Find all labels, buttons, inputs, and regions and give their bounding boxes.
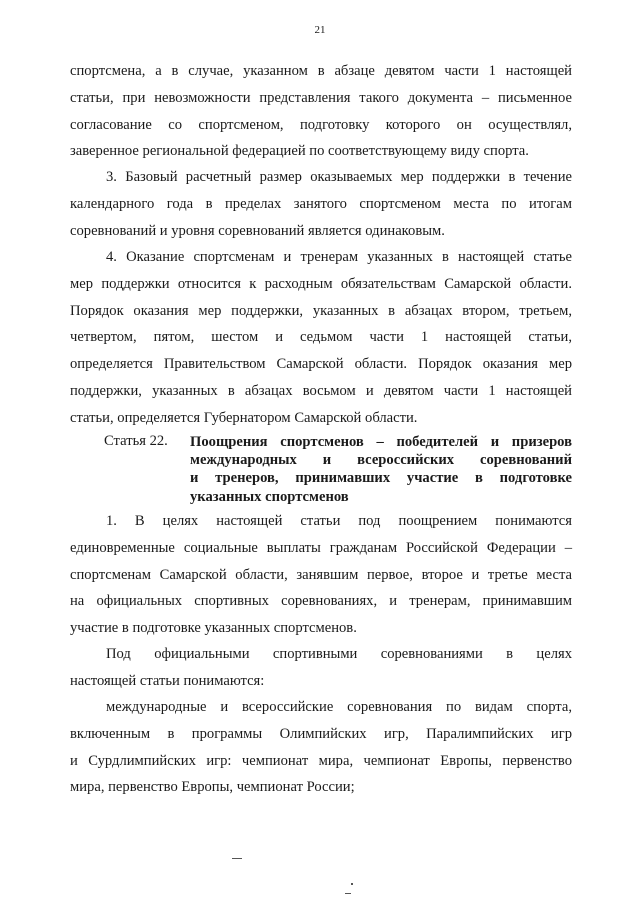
text-line: Под официальными спортивными соревнованиями в целях bbox=[106, 646, 572, 662]
text-line: включенным в программы Олимпийских игр, Паралимпийских игр bbox=[70, 725, 572, 742]
text-line: и Сурдлимпийских игр: чемпионат мира, чемпионат Европы, первенство bbox=[70, 752, 572, 769]
text-line: на официальных спортивных соревнованиях, и тренерам, принимавшим bbox=[70, 593, 572, 610]
scan-speck bbox=[351, 883, 353, 885]
text-line: международные и всероссийские соревнования по видам спорта, bbox=[106, 699, 572, 715]
text-line: мер поддержки относится к расходным обязательствам Самарской области. bbox=[70, 275, 572, 292]
text-line: поддержки, указанных в абзацах восьмом и девятом части 1 настоящей bbox=[70, 382, 572, 399]
title-line: Поощрения спортсменов – победителей и призеров bbox=[190, 434, 572, 450]
text-line: заверенное региональной федерацией по соответствующему виду спорта. bbox=[70, 143, 529, 160]
text-line: 1. В целях настоящей статьи под поощрением понимаются bbox=[106, 513, 572, 529]
text-line: Порядок оказания мер поддержки, указанных в абзацах втором, третьем, bbox=[70, 302, 572, 319]
text-line: участие в подготовке указанных спортсменов. bbox=[70, 620, 357, 637]
title-line: международных и всероссийских соревнований bbox=[190, 452, 572, 469]
paragraph-definition bbox=[70, 641, 572, 695]
title-line: указанных спортсменов bbox=[190, 488, 349, 505]
article-title bbox=[190, 433, 572, 506]
paragraph-competitions bbox=[70, 694, 572, 801]
title-line: и тренеров, принимавших участие в подготовке bbox=[190, 470, 572, 487]
paragraph-article-1 bbox=[70, 508, 572, 642]
paragraph-continuation bbox=[70, 58, 572, 165]
text-line: согласование со спортсменом, подготовку которого он осуществлял, bbox=[70, 116, 572, 133]
text-line: статьи, определяется Губернатором Самарской области. bbox=[70, 409, 418, 426]
article-label: Статья 22. bbox=[104, 433, 168, 449]
paragraph-item-4 bbox=[70, 244, 572, 432]
paragraph-item-3 bbox=[70, 164, 572, 244]
text-line: статьи, при невозможности представления такого документа – письменное bbox=[70, 89, 572, 106]
text-line: 3. Базовый расчетный размер оказываемых мер поддержки в течение bbox=[106, 169, 572, 185]
text-line: календарного года в пределах занятого спортсменом места по итогам bbox=[70, 195, 572, 212]
text-line: единовременные социальные выплаты гражданам Российской Федерации – bbox=[70, 539, 572, 556]
text-line: соревнований и уровня соревнований является одинаковым. bbox=[70, 222, 445, 239]
text-line: спортсменам Самарской области, занявшим первое, второе и третье места bbox=[70, 566, 572, 583]
text-line: четвертом, пятом, шестом и седьмом части 1 настоящей статьи, bbox=[70, 329, 572, 346]
scan-speck bbox=[232, 858, 242, 859]
text-line: спортсмена, а в случае, указанном в абзаце девятом части 1 настоящей bbox=[70, 63, 572, 79]
text-line: определяется Правительством Самарской области. Порядок оказания мер bbox=[70, 356, 572, 373]
scan-speck bbox=[345, 893, 351, 894]
page-number: 21 bbox=[314, 24, 326, 36]
text-line: мира, первенство Европы, чемпионат России; bbox=[70, 779, 355, 796]
text-line: 4. Оказание спортсменам и тренерам указанных в настоящей статье bbox=[106, 249, 572, 265]
text-line: настоящей статьи понимаются: bbox=[70, 672, 265, 689]
